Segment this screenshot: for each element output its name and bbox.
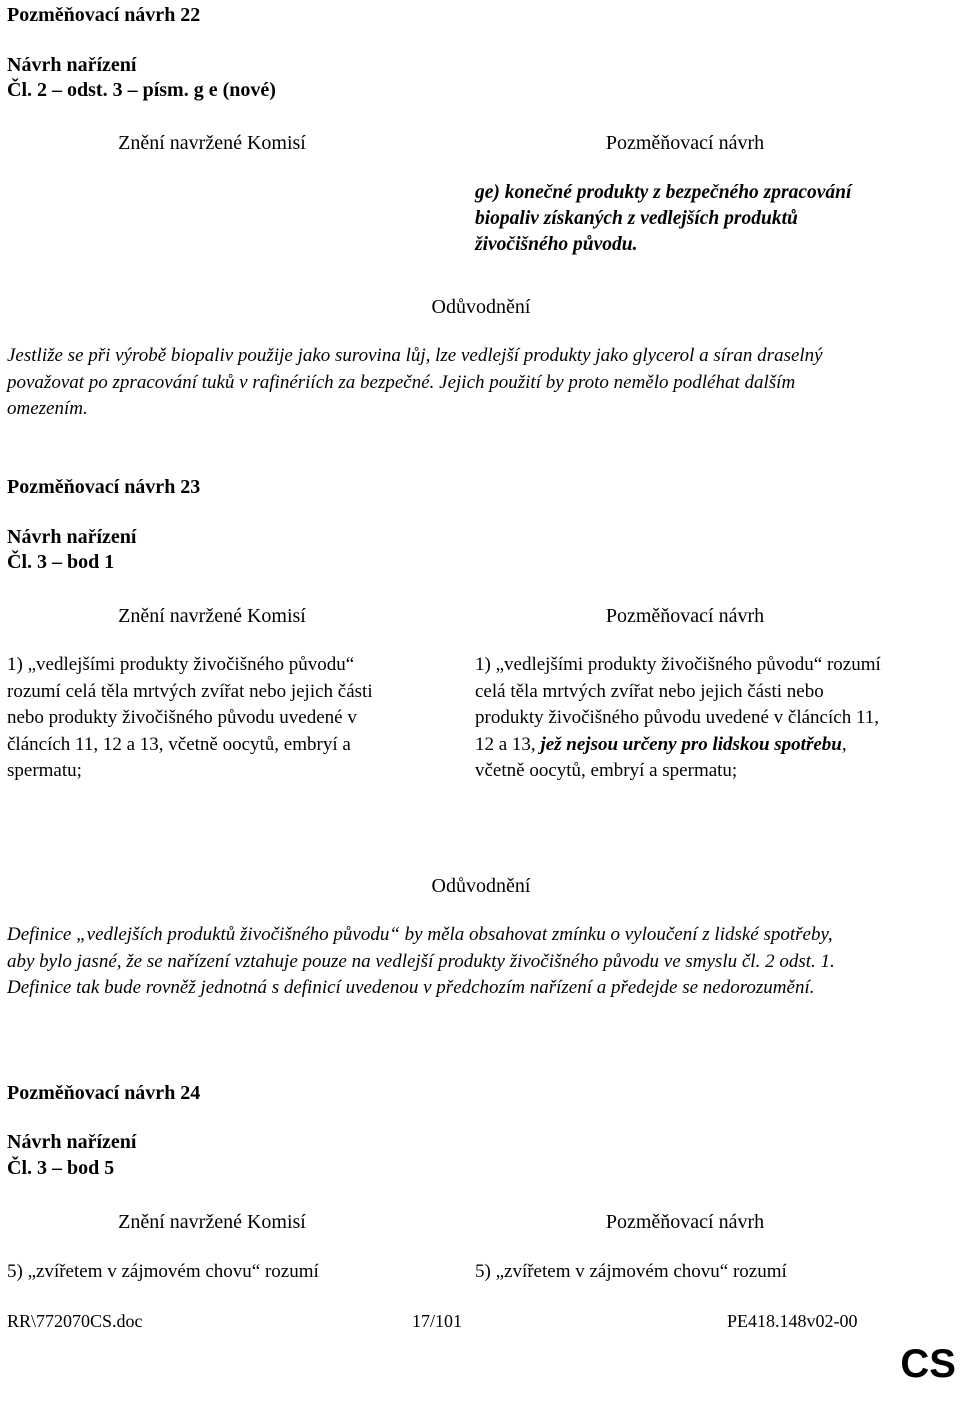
footer-doc-reference: RR\772070CS.doc xyxy=(7,1311,143,1331)
column-title-commission: Znění navržené Komisí xyxy=(118,1211,306,1233)
justification-title: Odůvodnění xyxy=(431,296,531,318)
document-label: Návrh nařízení xyxy=(7,54,137,76)
document-label: Návrh nařízení xyxy=(7,1131,137,1153)
amendment-text-part: , včetně oocytů, embryí a spermatu; xyxy=(475,733,847,781)
language-code: CS xyxy=(900,1342,956,1386)
amendment-heading: Pozměňovací návrh 22 xyxy=(7,4,201,26)
commission-text: 5) „zvířetem v zájmovém chovu“ rozumí xyxy=(7,1261,319,1282)
amendment-heading: Pozměňovací návrh 23 xyxy=(7,476,201,498)
justification-text: Definice „vedlejších produktů živočišného původu“ by měla obsahovat zmínku o vyloučení z lidské spotřeby, aby bylo jasné, že se nařízení vztahuje pouze na vedlejší produkty živočišného původu ve smyslu čl. 2 odst. 1. Definice tak bude rovněž jednotná s definicí uvedenou v předchozím nařízení a předejde se nedorozumění. xyxy=(7,924,835,998)
amendment-text: 5) „zvířetem v zájmovém chovu“ rozumí xyxy=(475,1261,787,1282)
article-reference: Čl. 3 – bod 1 xyxy=(7,551,115,573)
article-reference: Čl. 3 – bod 5 xyxy=(7,1157,115,1179)
inserted-text: jež nejsou určeny pro lidskou spotřebu xyxy=(535,733,842,755)
commission-text: 1) „vedlejšími produkty živočišného původu“ rozumí celá těla mrtvých zvířat nebo jejich části nebo produkty živočišného původu uvedené v článcích 11, 12 a 13, včetně oocytů, embryí a spermatu; xyxy=(7,654,373,781)
amendment-text-part: 1) „vedlejšími produkty živočišného původu“ rozumí celá těla mrtvých zvířat nebo jejich části nebo produkty živočišného původu uvedené v článcích 11, 12 a 13, xyxy=(475,654,881,755)
footer-page-number: 17/101 xyxy=(412,1311,463,1331)
amendment-text: ge) konečné produkty z bezpečného zpracování biopaliv získaných z vedlejších produktů živočišného původu. xyxy=(475,182,852,255)
column-title-commission: Znění navržené Komisí xyxy=(118,132,306,154)
article-reference: Čl. 2 – odst. 3 – písm. g e (nové) xyxy=(7,79,276,101)
footer-pe-reference: PE418.148v02-00 xyxy=(727,1311,858,1331)
document-label: Návrh nařízení xyxy=(7,526,137,548)
column-title-amendment: Pozměňovací návrh xyxy=(605,132,765,154)
column-title-amendment: Pozměňovací návrh xyxy=(605,605,765,627)
justification-title: Odůvodnění xyxy=(431,875,531,897)
column-title-amendment: Pozměňovací návrh xyxy=(605,1211,765,1233)
amendment-text xyxy=(475,652,887,785)
justification-text: Jestliže se při výrobě biopaliv použije jako surovina lůj, lze vedlejší produkty jako glycerol a síran draselný považovat po zpracování tuků v rafinériích za bezpečné. Jejich použití by proto nemělo podléhat dalším omezením. xyxy=(7,345,823,419)
column-title-commission: Znění navržené Komisí xyxy=(118,605,306,627)
amendment-heading: Pozměňovací návrh 24 xyxy=(7,1082,201,1104)
